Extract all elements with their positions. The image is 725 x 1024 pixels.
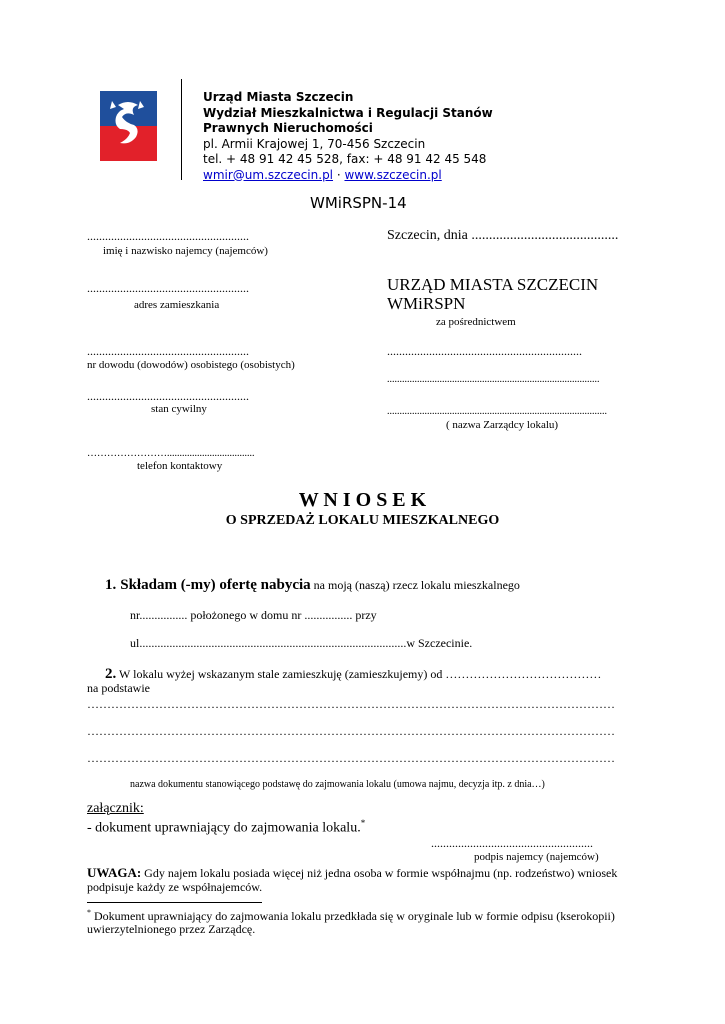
id-field-label: nr dowodu (dowodów) osobistego (osobistych)	[87, 359, 295, 371]
item2-number: 2.	[105, 666, 117, 682]
item1-bold-text: Składam (-my) ofertę nabycia	[120, 577, 311, 593]
address-field-label: adres zamieszkania	[134, 299, 220, 311]
attachment-item-text: - dokument uprawniający do zajmowania lokalu.	[87, 820, 361, 836]
header-divider	[181, 79, 182, 180]
marital-status-field-line[interactable]: ......................................................	[87, 389, 249, 403]
attachment-footnote-mark: *	[360, 818, 366, 828]
item1-text: na moją (naszą) rzecz lokalu mieszkalnego	[310, 578, 520, 592]
city-logo-graphic	[100, 91, 157, 161]
attachment-heading: załącznik:	[87, 801, 144, 816]
name-field-line[interactable]: ......................................................	[87, 229, 249, 243]
id-field-line[interactable]: ......................................................	[87, 344, 249, 358]
marital-status-field-label: stan cywilny	[151, 403, 207, 415]
signature-line[interactable]: ......................................................	[431, 836, 593, 850]
form-code: WMiRSPN-14	[310, 194, 407, 212]
phone-field-label: telefon kontaktowy	[137, 460, 223, 472]
basis-line2[interactable]: ……………………………………………………………………………………………………………………	[87, 724, 615, 738]
footnote-text-line2: uwierzytelnionego przez Zarządcę.	[87, 922, 256, 936]
item1	[105, 576, 520, 594]
item2	[105, 665, 601, 683]
place-date-line[interactable]: Szczecin, dnia ..........................................	[387, 228, 619, 243]
item1-number: 1.	[105, 577, 117, 593]
footnote-mark: *	[87, 908, 91, 917]
document-title: W N I O S E K	[298, 489, 427, 511]
address-field-line[interactable]: ......................................................	[87, 281, 249, 295]
manager-line2[interactable]: .....................................................................................	[387, 374, 600, 385]
recipient-line2: WMiRSPN	[387, 294, 466, 313]
document-subtitle: O SPRZEDAŻ LOKALU MIESZKALNEGO	[225, 513, 500, 528]
office-name: Urząd Miasta Szczecin	[203, 90, 354, 104]
item2-text[interactable]: W lokalu wyżej wskazanym stale zamieszkuję (zamieszkujemy) od …………………………………	[116, 667, 602, 681]
phone-field-line[interactable]: ……………………...................................	[87, 448, 255, 459]
contact-links	[203, 168, 493, 184]
attachment-item	[87, 818, 365, 837]
office-phone-fax: tel. + 48 91 42 45 528, fax: + 48 91 42 45 548	[203, 152, 487, 166]
department-line1: Wydział Mieszkalnictwa i Regulacji Stanów	[203, 105, 493, 120]
department-line2: Prawnych Nieruchomości	[203, 121, 373, 135]
website-link[interactable]: www.szczecin.pl	[344, 167, 442, 182]
note-line1	[87, 865, 617, 881]
item1-line3[interactable]: ul.........................................................................................w Szczecinie.	[130, 636, 473, 650]
footnote-divider	[87, 902, 262, 903]
office-address: pl. Armii Krajowej 1, 70-456 Szczecin	[203, 136, 426, 151]
basis-line1[interactable]: ……………………………………………………………………………………………………………………	[87, 697, 615, 711]
footnote-text-line1: Dokument uprawniający do zajmowania lokalu przedkłada się w oryginale lub w formie odpisu (kserokopii)	[91, 909, 615, 923]
header-text	[203, 90, 493, 183]
name-field-label: imię i nazwisko najemcy (najemców)	[103, 245, 268, 257]
note-text-line1: Gdy najem lokalu posiada więcej niż jedna osoba w formie współnajmu (np. rodzeństwo) wniosek	[141, 866, 618, 880]
manager-line3[interactable]: ........................................................................................	[387, 406, 607, 417]
note-text-line2: podpisuje każdy ze współnajemców.	[87, 880, 263, 894]
city-logo	[100, 91, 157, 161]
basis-line3[interactable]: ……………………………………………………………………………………………………………………	[87, 751, 615, 765]
note-label: UWAGA:	[87, 865, 142, 880]
email-link[interactable]: wmir@um.szczecin.pl	[203, 167, 334, 182]
manager-label: ( nazwa Zarządcy lokalu)	[446, 419, 559, 431]
item1-line2[interactable]: nr................ położonego w domu nr ................ przy	[130, 608, 377, 622]
via-label: za pośrednictwem	[436, 316, 516, 328]
document-name-label: nazwa dokumentu stanowiącego podstawę do zajmowania lokalu (umowa najmu, decyzja itp. z dnia…)	[130, 779, 545, 790]
recipient-line1: URZĄD MIASTA SZCZECIN	[387, 275, 599, 294]
manager-line1[interactable]: .................................................................	[387, 344, 582, 358]
basis-label: na podstawie	[87, 681, 150, 695]
signature-label: podpis najemcy (najemców)	[474, 851, 599, 863]
link-separator: ·	[333, 167, 345, 182]
